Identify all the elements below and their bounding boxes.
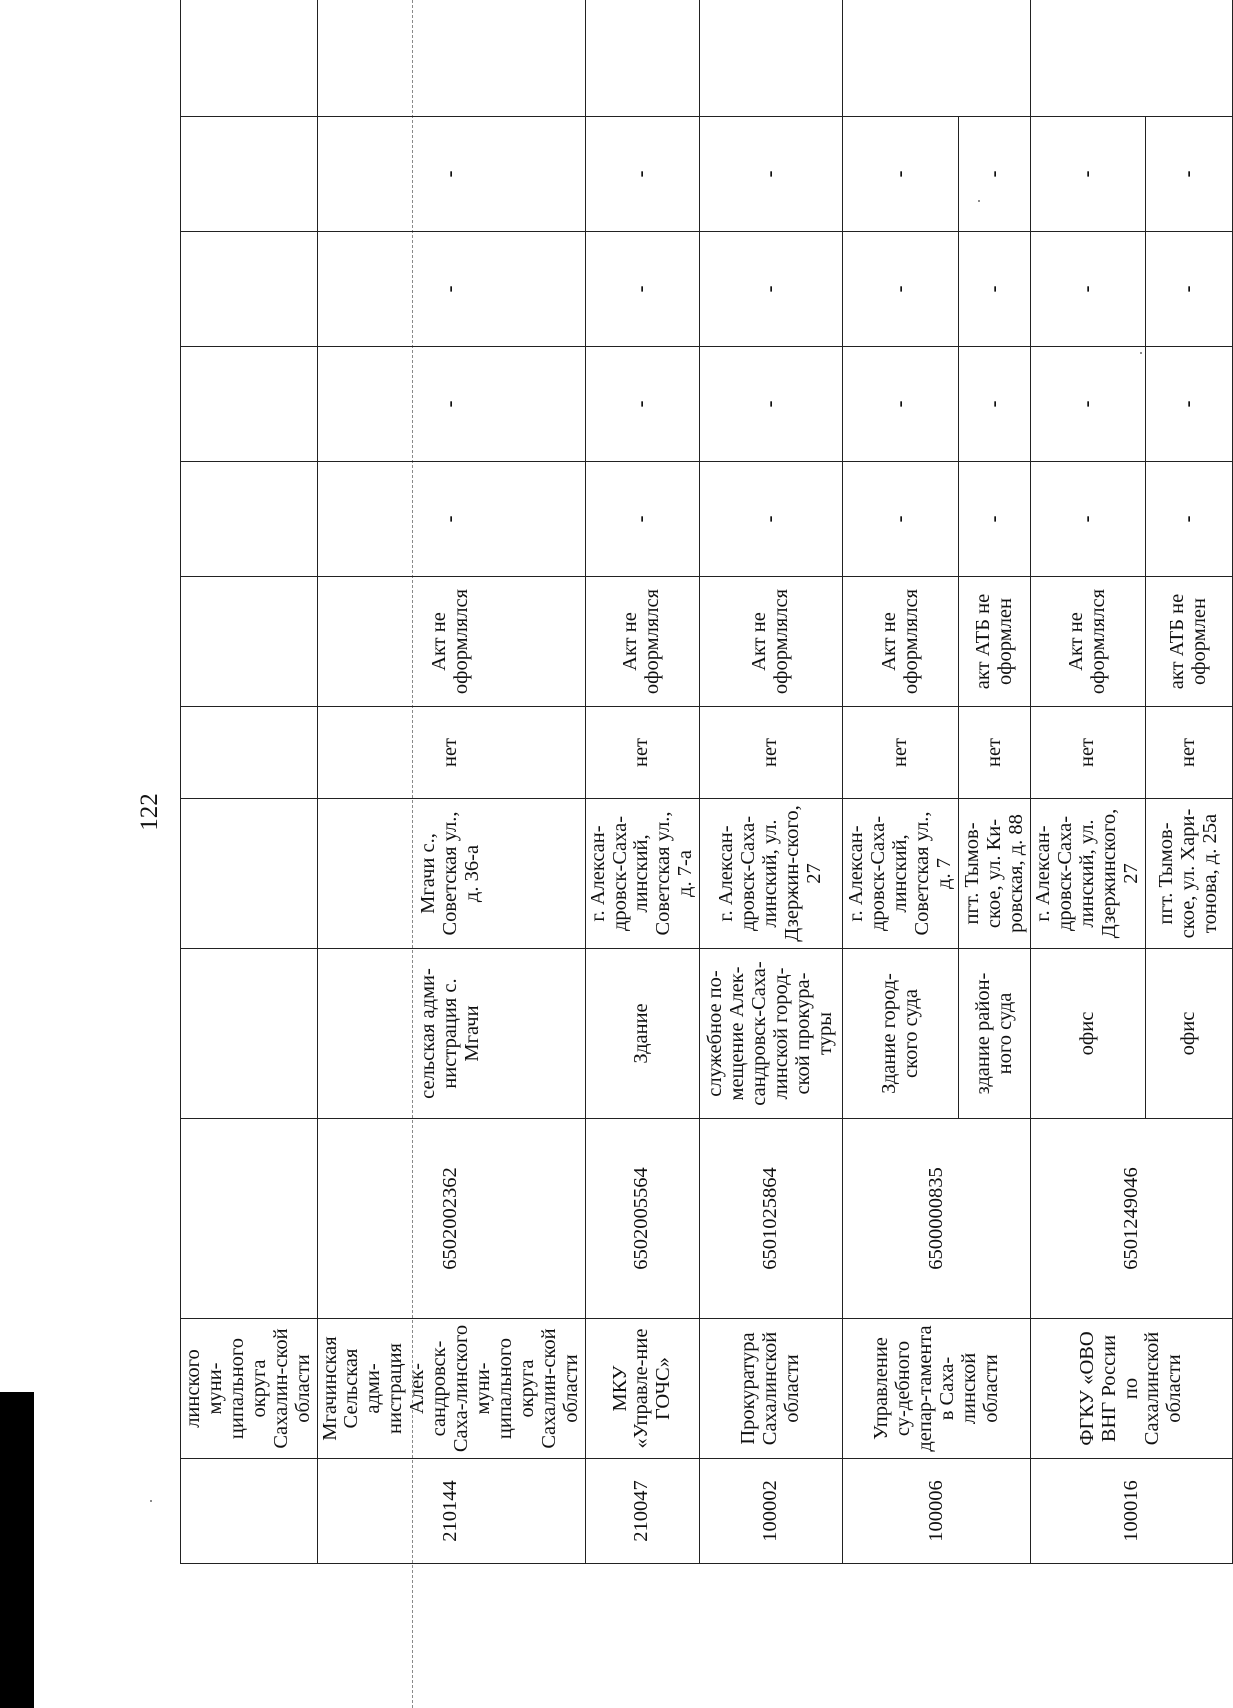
inn-cell: 6502002362 [317, 1119, 585, 1319]
dash-cell: - [1145, 347, 1232, 462]
address-cell: пгт. Тымов-ское, ул. Хари-тонова, д. 25а [1145, 799, 1232, 949]
address-cell: г. Алексан-дровск-Саха-линский, Советская ул., д. 7-а [585, 799, 700, 949]
dash-cell: - [317, 232, 585, 347]
dash-cell: - [843, 117, 959, 232]
dash-cell: - [959, 232, 1031, 347]
dash-cell: - [1145, 232, 1232, 347]
has-cell: нет [585, 707, 700, 799]
act-cell: Акт не оформлялся [843, 577, 959, 707]
dash-cell: - [317, 462, 585, 577]
has-cell: нет [1145, 707, 1232, 799]
dash-cell: - [700, 347, 843, 462]
has-cell: нет [317, 707, 585, 799]
act-cell: акт АТБ не оформлен [1145, 577, 1232, 707]
object-cell: офис [1145, 949, 1232, 1119]
registry-table [180, 0, 1233, 1564]
table-row [181, 0, 318, 1564]
inn-cell: 6501025864 [700, 1119, 843, 1319]
org-cell: МКУ «Управле-ние ГОЧС» [585, 1319, 700, 1459]
object-cell: сельская адми-нистрация с. Мгачи [317, 949, 585, 1119]
address-cell: г. Алексан-дровск-Саха-линский, ул. Дзержин-ского, 27 [700, 799, 843, 949]
inn-cell: 6500000835 [843, 1119, 1031, 1319]
scan-speck [150, 1500, 152, 1502]
has-cell: нет [959, 707, 1031, 799]
dash-cell: - [1031, 117, 1146, 232]
dash-cell: - [843, 347, 959, 462]
dash-cell: - [700, 117, 843, 232]
dash-cell: - [585, 347, 700, 462]
act-cell: Акт не оформлялся [700, 577, 843, 707]
dash-cell: - [959, 462, 1031, 577]
act-cell: акт АТБ не оформлен [959, 577, 1031, 707]
table-row [700, 0, 843, 1564]
has-cell: нет [1031, 707, 1146, 799]
org-cell: Мгачинская Сельская адми-нистрация Алек-сандровск-Саха-линского муни-ципального округа Сахалин-ской области [317, 1319, 585, 1459]
dash-cell: - [959, 117, 1031, 232]
dash-cell: - [1031, 347, 1146, 462]
address-cell: г. Алексан-дровск-Саха-линский, ул. Дзержинского, 27 [1031, 799, 1146, 949]
address-cell: пгт. Тымов-ское, ул. Ки-ровская, д. 88 [959, 799, 1031, 949]
rotated-page [180, 82, 1221, 1564]
dash-cell: - [843, 462, 959, 577]
object-cell: здание район-ного суда [959, 949, 1031, 1119]
object-cell: служебное по-мещение Алек-сандровск-Саха-линской город-ской прокура-туры [700, 949, 843, 1119]
table-row [1031, 0, 1146, 1564]
dash-cell: - [1145, 117, 1232, 232]
object-cell: Здание [585, 949, 700, 1119]
dash-cell: - [959, 347, 1031, 462]
scan-edge-mark [0, 1392, 34, 1708]
table-row [317, 0, 585, 1564]
table-row [585, 0, 700, 1564]
dash-cell: - [1031, 462, 1146, 577]
code-cell: 210144 [317, 1459, 585, 1564]
inn-cell: 6502005564 [585, 1119, 700, 1319]
act-cell: Акт не оформлялся [585, 577, 700, 707]
org-cell: Управление су-дебного депар-тамента в Саха-линской области [843, 1319, 1031, 1459]
dash-cell: - [1031, 232, 1146, 347]
address-cell: г. Алексан-дровск-Саха-линский, Советская ул., д. 7 [843, 799, 959, 949]
act-cell: Акт не оформлялся [1031, 577, 1146, 707]
dash-cell: - [585, 117, 700, 232]
dash-cell: - [700, 232, 843, 347]
has-cell: нет [700, 707, 843, 799]
dash-cell: - [843, 232, 959, 347]
table-row [843, 0, 959, 1564]
dash-cell: - [317, 347, 585, 462]
org-cell: Прокуратура Сахалинской области [700, 1319, 843, 1459]
has-cell: нет [843, 707, 959, 799]
page-number: 122 [136, 793, 163, 831]
code-cell: 100002 [700, 1459, 843, 1564]
org-cell: линского муни-ципального округа Сахалин-ской области [181, 1319, 318, 1459]
inn-cell: 6501249046 [1031, 1119, 1233, 1319]
dash-cell: - [1145, 462, 1232, 577]
dash-cell: - [585, 462, 700, 577]
dash-cell: - [317, 117, 585, 232]
code-cell: 100006 [843, 1459, 1031, 1564]
dash-cell: - [700, 462, 843, 577]
object-cell: Здание город-ского суда [843, 949, 959, 1119]
code-cell: 210047 [585, 1459, 700, 1564]
act-cell: Акт не оформлялся [317, 577, 585, 707]
object-cell: офис [1031, 949, 1146, 1119]
address-cell: Мгачи с., Советская ул., д. 36-а [317, 799, 585, 949]
org-cell: ФГКУ «ОВО ВНГ России по Сахалинской области [1031, 1319, 1233, 1459]
code-cell: 100016 [1031, 1459, 1233, 1564]
dash-cell: - [585, 232, 700, 347]
